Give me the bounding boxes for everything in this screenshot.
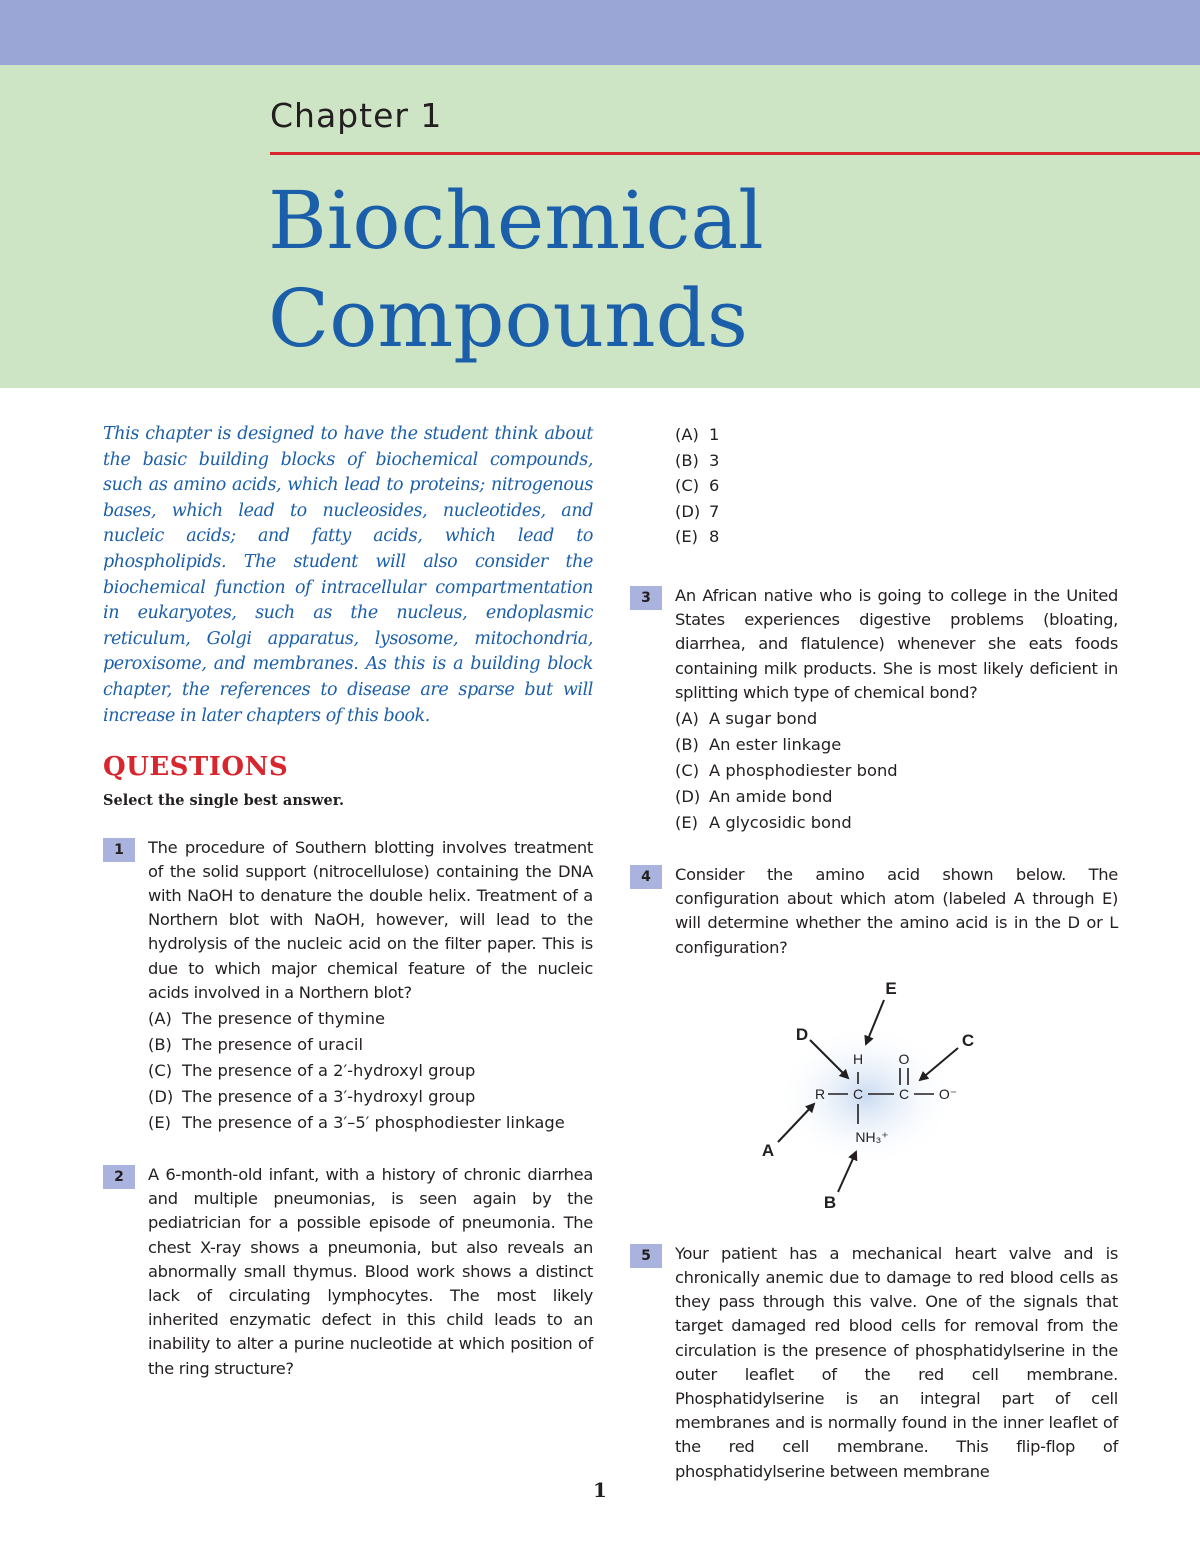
answer-option[interactable] [148,1033,593,1057]
question-stem: An African native who is going to college in the United States experiences digestive problems (bloating, diarrhea, and flatulence) whenever she eats foods containing milk products. She is most likely deficient in splitting which type of chemical bond? [675,585,1118,702]
answer-option[interactable] [675,473,1118,499]
answer-option[interactable] [675,448,1118,474]
answer-options [675,707,1118,835]
label-b: B [823,1192,837,1212]
group-amine: NH₃⁺ [855,1128,889,1145]
option-letter: (D) [675,786,701,806]
amino-acid-structure-svg [630,974,1118,1214]
question-1 [103,836,593,1135]
question-stem: A 6-month-old infant, with a history of chronic diarrhea and multiple pneumonias, is seen again by the pediatrician for a possible episode of pneumonia. The chest X-ray shows a pneumonia, but also reveals an abnormally small thymus. Blood work shows a distinct lack of circulating lymphocytes. The most likely inherited enzymatic defect in this child leads to an inability to alter a purine nucleotide at which position of the ring structure? [148,1164,593,1378]
question-stem: The procedure of Southern blotting involves treatment of the solid support (nitrocellulose) containing the DNA with NaOH to denature the double helix. Treatment of a Northern blot with NaOH, however, will lead to the hydrolysis of the nucleic acid on the filter paper. This is due to which major chemical feature of the nucleic acids involved in a Northern blot? [148,837,593,1002]
option-text: The presence of thymine [182,1008,386,1028]
label-e: E [885,978,897,998]
option-letter: (C) [675,760,700,780]
question-5 [630,1242,1118,1484]
answer-option[interactable] [675,759,1118,783]
option-text: 7 [709,501,720,521]
chapter-label: Chapter 1 [270,96,443,135]
answer-option[interactable] [675,707,1118,731]
option-letter: (B) [675,734,699,754]
answer-option[interactable] [675,524,1118,550]
question-4 [630,863,1118,960]
answer-option[interactable] [675,499,1118,525]
option-letter: (A) [675,425,699,444]
answer-option[interactable] [148,1085,593,1109]
question-stem: Your patient has a mechanical heart valve and is chronically anemic due to damage to red blood cells as they pass through this valve. One of the signals that target damaged red blood cells for removal from the circulation is the presence of phosphatidylserine in the outer leaflet of the red cell membrane. Phosphatidylserine is an integral part of cell membranes and is normally found in the inner leaflet of the red cell membrane. This flip-flop of phosphatidylserine between membrane [675,1243,1118,1481]
question-number: 2 [103,1165,135,1189]
option-text: The presence of a 3′–5′ phosphodiester linkage [182,1112,565,1132]
option-letter: (C) [148,1060,173,1080]
label-a: A [761,1140,775,1160]
answer-option[interactable] [675,422,1118,448]
option-letter: (D) [675,501,701,521]
chapter-title-line-1: Biochemical [268,174,764,267]
option-letter: (D) [148,1086,174,1106]
questions-heading: QUESTIONS [103,752,289,783]
atom-oxygen-minus: O⁻ [938,1085,958,1102]
chapter-title [268,172,1168,368]
option-text: A phosphodiester bond [709,760,898,780]
option-text: 3 [709,450,720,470]
question-2 [103,1163,593,1381]
answer-options [148,1007,593,1135]
option-letter: (A) [675,708,699,728]
option-text: An ester linkage [709,734,842,754]
atom-r: R [814,1085,826,1102]
option-text: The presence of uracil [182,1034,363,1054]
atom-oxygen: O [898,1050,910,1067]
option-letter: (E) [675,527,698,547]
option-letter: (E) [675,812,698,832]
option-text: An amide bond [709,786,833,806]
right-column [630,422,1118,1512]
top-color-band [0,0,1200,65]
option-text: 6 [709,476,720,496]
question-stem: Consider the amino acid shown below. The configuration about which atom (labeled A through E) will determine whether the amino acid is in the D or L configuration? [675,864,1118,957]
label-c: C [961,1030,975,1050]
atom-alpha-carbon: C [852,1085,864,1102]
central-carbon-glow [776,1024,956,1168]
option-letter: (B) [675,450,699,470]
question-2-answer-options [630,422,1118,550]
chapter-intro: This chapter is designed to have the student think about the basic building blocks of biochemical compounds, such as amino acids, which lead to proteins; nitrogenous bases, which lead to nucleosides, nucleotides, and nucleic acids; and fatty acids, which lead to phospholipids. The student will also consider the biochemical function of intracellular compartmentation in eukaryotes, such as the nucleus, endoplasmic reticulum, Golgi apparatus, lysosome, mitochondria, peroxisome, and membranes. As this is a building block chapter, the references to disease are sparse but will increase in later chapters of this book. [103,424,593,726]
label-d: D [795,1024,809,1044]
option-text: 8 [709,527,720,547]
answer-option[interactable] [148,1111,593,1135]
answer-option[interactable] [675,811,1118,835]
atom-hydrogen: H [852,1050,864,1067]
answer-option[interactable] [148,1007,593,1031]
atom-carboxyl-carbon: C [898,1085,910,1102]
questions-instruction: Select the single best answer. [103,792,345,810]
option-letter: (B) [148,1034,172,1054]
option-letter: (C) [675,476,700,496]
answer-option[interactable] [675,785,1118,809]
option-text: A sugar bond [709,708,818,728]
page-number: 1 [593,1478,607,1502]
question-number: 5 [630,1244,662,1268]
amino-acid-diagram [630,974,1118,1214]
answer-option[interactable] [675,733,1118,757]
question-number: 4 [630,865,662,889]
question-number: 1 [103,838,135,862]
chapter-divider [270,152,1200,155]
option-text: The presence of a 2′-hydroxyl group [182,1060,476,1080]
answer-option[interactable] [148,1059,593,1083]
option-text: A glycosidic bond [709,812,852,832]
question-3 [630,584,1118,835]
question-number: 3 [630,586,662,610]
option-letter: (E) [148,1112,171,1132]
chapter-title-line-2: Compounds [268,272,748,365]
option-text: 1 [709,425,720,444]
left-column [103,422,593,1409]
option-letter: (A) [148,1008,172,1028]
option-text: The presence of a 3′-hydroxyl group [182,1086,476,1106]
